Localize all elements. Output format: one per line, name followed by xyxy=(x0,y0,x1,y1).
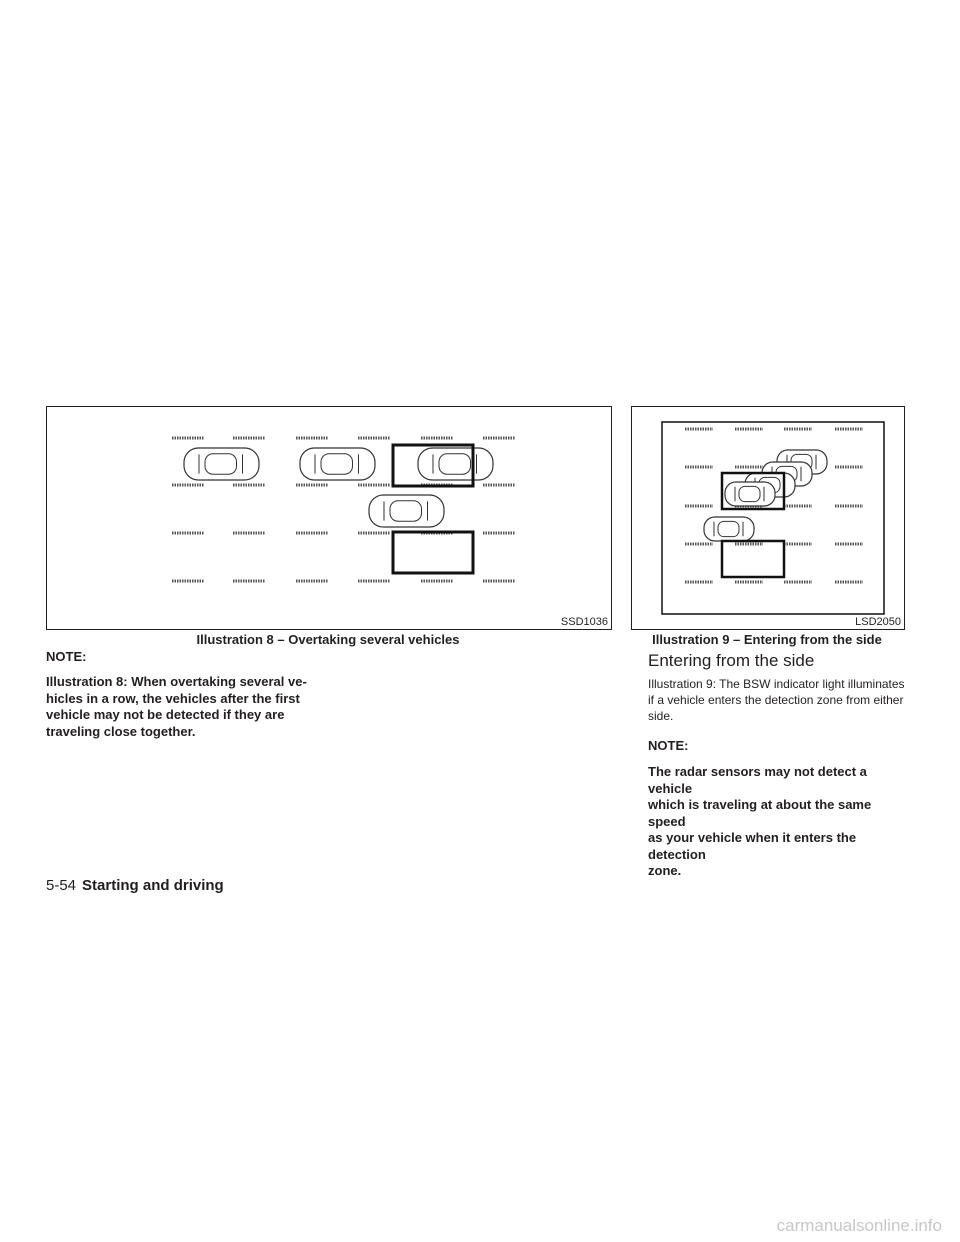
section-name: Starting and driving xyxy=(82,877,224,894)
car-icon xyxy=(704,517,754,541)
car-icon xyxy=(300,448,375,480)
detection-zone-lower xyxy=(722,541,784,577)
watermark: carmanualsonline.info xyxy=(776,1216,942,1235)
entering-side-diagram xyxy=(632,407,904,629)
body-text: Illustration 9: The BSW indicator light illuminates if a vehicle enters the detection zone from either side. xyxy=(648,677,905,723)
figure-overtaking xyxy=(46,406,612,630)
overtaking-vehicles-diagram xyxy=(47,407,611,629)
section-heading: Entering from the side xyxy=(648,651,815,670)
note-label: NOTE: xyxy=(46,649,87,664)
car-icon xyxy=(725,482,775,506)
figure-code: LSD2050 xyxy=(855,616,901,628)
page-number: 5-54 xyxy=(46,877,77,894)
figure-caption: Illustration 8 – Overtaking several vehicles xyxy=(196,632,460,647)
figure-entering-side xyxy=(631,406,905,630)
detection-zone-lower xyxy=(393,532,473,573)
car-icon xyxy=(369,495,444,527)
view-frame xyxy=(662,422,884,614)
car-icon xyxy=(418,448,493,480)
note-text: Illustration 8: When overtaking several ve- hicles in a row, the vehicles after the first vehicle may not be detected if they are traveling close together. xyxy=(46,674,307,739)
note-text: The radar sensors may not detect a vehicle which is traveling at about the same speed as your vehicle when it enters the detection zone. xyxy=(648,764,872,878)
figure-caption: Illustration 9 – Entering from the side xyxy=(652,632,882,647)
car-icon xyxy=(184,448,259,480)
figure-code: SSD1036 xyxy=(560,616,608,628)
page-footer xyxy=(46,877,224,894)
note-label: NOTE: xyxy=(648,738,689,753)
